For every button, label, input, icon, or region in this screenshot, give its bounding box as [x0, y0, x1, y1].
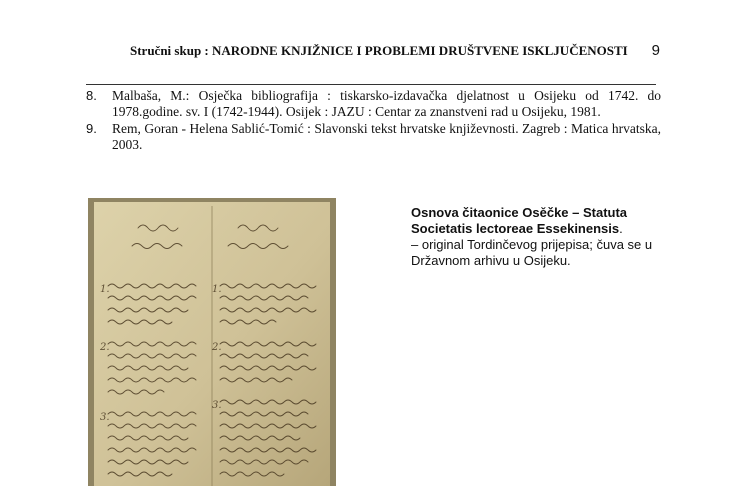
figure-caption [411, 205, 661, 269]
reference-text: Malbaša, M.: Osječka bibliografija : tiskarsko-izdavačka djelatnost u Osijeku od 1742. do 1978.godine. sv. I (1742-1944). Osijek : JAZU : Centar za znanstveni rad u Osijeku, 1981. [112, 88, 661, 119]
page-number: 9 [651, 42, 660, 59]
caption-title [411, 205, 661, 237]
running-header [130, 42, 660, 59]
svg-text:1.: 1. [212, 284, 222, 295]
reference-number: 9. [86, 121, 97, 136]
svg-text:2.: 2. [100, 342, 110, 353]
header-rule [86, 84, 656, 85]
manuscript-photo [88, 198, 336, 486]
svg-text:2.: 2. [212, 342, 222, 353]
reference-text: Rem, Goran - Helena Sablić-Tomić : Slavonski tekst hrvatske književnosti. Zagreb : Matica hrvatska, 2003. [112, 121, 661, 152]
caption-body: – original Tordinčevog prijepisa; čuva se u Državnom arhivu u Osijeku. [411, 237, 653, 268]
reference-item [86, 121, 661, 153]
svg-text:3.: 3. [100, 412, 110, 423]
svg-text:3.: 3. [212, 400, 222, 411]
caption-title-text: Osnova čitaonice Osěčke – Statuta Societatis lectoreae Essekinensis [411, 205, 628, 236]
header-title: Stručni skup : NARODNE KNJIŽNICE I PROBLEMI DRUŠTVENE ISKLJUČENOSTI [130, 43, 628, 58]
reference-item [86, 88, 661, 120]
svg-text:1.: 1. [100, 284, 110, 295]
caption-title-period: . [619, 221, 623, 236]
manuscript-image [88, 198, 336, 486]
reference-list [86, 88, 661, 154]
reference-number: 8. [86, 88, 97, 103]
